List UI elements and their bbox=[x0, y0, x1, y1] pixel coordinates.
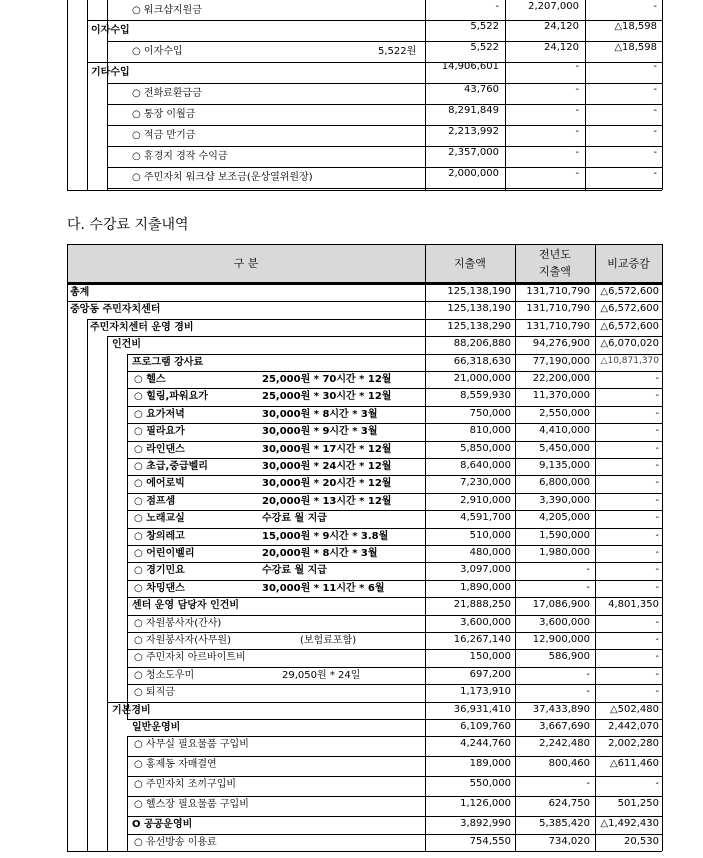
expense-row-prev: 1,590,000 bbox=[539, 529, 590, 541]
expense-row-diff: - bbox=[655, 616, 659, 628]
expense-row-label: ○ 경기민요 bbox=[134, 565, 185, 577]
expense-row-amount: 125,138,290 bbox=[447, 320, 511, 332]
income-row-label: ○ 전화료환급금 bbox=[132, 88, 202, 99]
table-rule bbox=[67, 244, 68, 851]
expense-row-diff: △611,460 bbox=[609, 758, 659, 770]
expense-row-amount: 5,850,000 bbox=[460, 442, 511, 454]
expense-row-diff: - bbox=[655, 407, 659, 419]
expense-row-label: 중앙동 주민자치센터 bbox=[70, 304, 161, 316]
expense-row-prev: 5,450,000 bbox=[539, 442, 590, 454]
income-row-diff: - bbox=[653, 126, 657, 137]
expense-row-amount: 7,230,000 bbox=[460, 477, 511, 489]
expense-row-prev: 17,086,900 bbox=[532, 599, 590, 611]
table-rule bbox=[67, 0, 68, 190]
expense-row-diff: - bbox=[655, 651, 659, 663]
expense-row-diff: 2,002,280 bbox=[608, 738, 659, 750]
expense-row-diff: - bbox=[655, 529, 659, 541]
expense-row-diff: - bbox=[655, 477, 659, 489]
income-row-amount: 43,760 bbox=[464, 84, 499, 95]
expense-row-amount: 21,888,250 bbox=[453, 599, 511, 611]
table-rule bbox=[87, 0, 88, 190]
expense-row-amount: 88,206,880 bbox=[453, 338, 511, 350]
expense-row-label: ○ 퇴직금 bbox=[134, 687, 175, 699]
expense-row-note: 25,000원 * 30시간 * 12월 bbox=[262, 391, 392, 403]
expense-row-label: ○ 청소도우미 bbox=[134, 669, 195, 681]
expense-row-prev: 5,385,420 bbox=[539, 818, 590, 830]
expense-row-amount: 125,138,190 bbox=[447, 303, 511, 315]
income-row-label: ○ 워크샵지원금 bbox=[132, 5, 202, 16]
expense-row-amount: 510,000 bbox=[469, 529, 511, 541]
income-row-diff: - bbox=[653, 105, 657, 116]
expense-row-note: 30,000원 * 9시간 * 3월 bbox=[262, 426, 378, 438]
table-rule bbox=[127, 354, 128, 719]
header-prev-line2: 지출액 bbox=[539, 265, 571, 278]
expense-row-label: ○ 유선방송 이용료 bbox=[134, 836, 217, 848]
header-amount: 지출액 bbox=[454, 257, 486, 270]
income-row-prev: - bbox=[575, 105, 579, 116]
table-rule bbox=[107, 336, 108, 851]
income-row-amount: 8,291,849 bbox=[448, 105, 499, 116]
expense-row-prev: 11,370,000 bbox=[532, 390, 590, 402]
expense-row-label: 프로그램 강사료 bbox=[132, 356, 204, 368]
income-row-amount: 2,213,992 bbox=[448, 126, 499, 137]
expense-row-note: 20,000원 * 8시간 * 3월 bbox=[262, 548, 378, 559]
expense-row-prev: 3,600,000 bbox=[539, 616, 590, 628]
income-row-label: ○ 통장 이월금 bbox=[132, 109, 196, 120]
expense-row-amount: 8,640,000 bbox=[460, 460, 511, 471]
expense-row-note: 30,000원 * 17시간 * 12월 bbox=[262, 443, 392, 455]
table-rule bbox=[87, 319, 88, 851]
expense-row-note: 15,000원 * 9시간 * 3.8월 bbox=[262, 530, 389, 542]
expense-row-diff: - bbox=[655, 547, 659, 558]
income-row-amount: 5,522 bbox=[470, 42, 499, 53]
expense-row-prev: - bbox=[586, 668, 590, 680]
income-row-prev: - bbox=[575, 61, 579, 72]
expense-row-note: 25,000원 * 70시간 * 12월 bbox=[262, 374, 392, 385]
expense-row-label: 주민자치센터 운영 경비 bbox=[90, 321, 194, 333]
expense-row-amount: 480,000 bbox=[469, 547, 511, 558]
expense-row-amount: 4,591,700 bbox=[460, 512, 511, 524]
expense-row-amount: 189,000 bbox=[469, 758, 511, 770]
expense-row-note: 30,000원 * 20시간 * 12월 bbox=[262, 478, 392, 490]
income-row-label: ○ 휴경지 경작 수익금 bbox=[132, 151, 228, 162]
expense-row-label: O 공공운영비 bbox=[132, 819, 193, 831]
header-category: 구 분 bbox=[233, 257, 259, 270]
expense-row-amount: 36,931,410 bbox=[453, 703, 511, 715]
table-rule bbox=[67, 851, 662, 852]
expense-row-amount: 3,097,000 bbox=[460, 564, 511, 576]
income-row-prev: - bbox=[575, 84, 579, 95]
expense-row-label: 기본경비 bbox=[112, 704, 151, 716]
expense-row-prev: 37,433,890 bbox=[532, 703, 590, 715]
expense-row-diff: - bbox=[655, 373, 659, 384]
expense-row-amount: 8,559,930 bbox=[460, 390, 511, 402]
expense-row-diff: - bbox=[655, 668, 659, 680]
expense-row-prev: 22,200,000 bbox=[532, 373, 590, 384]
expense-row-prev: 1,980,000 bbox=[539, 547, 590, 558]
income-row-prev: - bbox=[575, 147, 579, 158]
table-rule bbox=[67, 244, 662, 245]
expense-row-amount: 125,138,190 bbox=[447, 286, 511, 297]
income-row-diff: - bbox=[653, 147, 657, 158]
expense-row-prev: 131,710,790 bbox=[526, 320, 590, 332]
expense-row-amount: 697,200 bbox=[469, 668, 511, 680]
expense-row-amount: 21,000,000 bbox=[453, 373, 511, 384]
expense-row-note: 수강료 월 지급 bbox=[262, 513, 327, 525]
expense-row-label: 일반운영비 bbox=[132, 722, 181, 733]
expense-row-note: 30,000원 * 8시간 * 3월 bbox=[262, 408, 378, 420]
expense-row-prev: 77,190,000 bbox=[532, 355, 590, 367]
expense-row-label: 인건비 bbox=[112, 339, 141, 351]
expense-row-prev: 2,242,480 bbox=[539, 738, 590, 750]
expense-row-amount: 810,000 bbox=[469, 425, 511, 437]
expense-row-diff: 4,801,350 bbox=[608, 599, 659, 611]
income-row-prev: 24,120 bbox=[544, 42, 579, 53]
expense-row-diff: △1,492,430 bbox=[600, 818, 659, 830]
expense-row-amount: 16,267,140 bbox=[453, 634, 511, 645]
expense-row-label: 총계 bbox=[70, 287, 90, 298]
expense-row-diff: - bbox=[655, 442, 659, 454]
expense-row-amount: 150,000 bbox=[469, 651, 511, 663]
expense-row-diff: △502,480 bbox=[609, 703, 659, 715]
expense-row-prev: 3,390,000 bbox=[539, 494, 590, 506]
income-row-diff: - bbox=[653, 1, 657, 12]
expense-row-label: ○ 어린이벨리 bbox=[134, 548, 195, 559]
income-row-diff: - bbox=[653, 168, 657, 179]
expense-row-diff: - bbox=[655, 634, 659, 645]
income-row-amount: - bbox=[495, 1, 499, 12]
expense-row-note: 수강료 월 지급 bbox=[262, 565, 327, 577]
table-rule bbox=[107, 188, 662, 189]
income-row-prev: 2,207,000 bbox=[528, 1, 579, 12]
expense-row-prev: 9,135,000 bbox=[539, 460, 590, 471]
expense-row-prev: 94,276,900 bbox=[532, 338, 590, 350]
income-row-label: ○ 주민자치 워크샵 보조금(운상열위원장) bbox=[132, 172, 313, 183]
income-row-amount: 2,000,000 bbox=[448, 168, 499, 179]
income-row-prev: - bbox=[575, 168, 579, 179]
expense-row-label: ○ 창의레고 bbox=[134, 530, 185, 542]
expense-row-amount: 1,890,000 bbox=[460, 581, 511, 593]
expense-row-diff: △6,070,020 bbox=[600, 338, 659, 350]
table-rule bbox=[67, 190, 662, 191]
income-row-diff: - bbox=[653, 61, 657, 72]
income-row-amount: 2,357,000 bbox=[448, 147, 499, 158]
expense-row-label: ○ 요가저녁 bbox=[134, 408, 185, 420]
expense-row-amount: 750,000 bbox=[469, 407, 511, 419]
expense-row-label: ○ 라인댄스 bbox=[134, 443, 185, 455]
expense-row-label: ○ 홍제동 자매결연 bbox=[134, 759, 217, 771]
expense-row-label: ○ 헬스 bbox=[134, 374, 166, 385]
expense-row-label: ○ 힐링,파워요가 bbox=[134, 391, 208, 403]
income-row-label: ○ 적금 만기금 bbox=[132, 130, 196, 141]
expense-row-prev: 3,667,690 bbox=[539, 721, 590, 732]
expense-row-diff: 501,250 bbox=[617, 798, 659, 810]
expense-row-amount: 550,000 bbox=[469, 778, 511, 790]
expense-row-diff: - bbox=[655, 512, 659, 524]
expense-row-label: ○ 필라요가 bbox=[134, 426, 185, 438]
expense-row-prev: 800,460 bbox=[548, 758, 590, 770]
expense-row-amount: 2,910,000 bbox=[460, 494, 511, 506]
expense-row-label: ○ 주민자치 아르바이트비 bbox=[134, 652, 246, 664]
expense-row-label: ○ 노래교실 bbox=[134, 513, 185, 525]
expense-row-prev: - bbox=[586, 581, 590, 593]
income-row-label: 이자수입 bbox=[91, 25, 130, 36]
expense-row-diff: - bbox=[655, 686, 659, 698]
income-row-diff: △18,598 bbox=[614, 21, 657, 32]
expense-row-diff: - bbox=[655, 460, 659, 471]
expense-row-note: (보험료포함) bbox=[300, 635, 357, 646]
expense-row-label: 센터 운영 담당자 인건비 bbox=[132, 600, 240, 612]
income-row-amount: 14,906,601 bbox=[441, 61, 499, 72]
expense-row-label: ○ 자원봉사자(사무원) bbox=[134, 635, 231, 646]
expense-row-label: ○ 사무실 필요물품 구입비 bbox=[134, 739, 249, 751]
expense-row-amount: 3,892,990 bbox=[460, 818, 511, 830]
expense-row-note: 30,000원 * 11시간 * 6월 bbox=[262, 582, 385, 594]
expense-row-note: 29,050원 * 24일 bbox=[282, 669, 361, 681]
expense-row-label: ○ 차밍댄스 bbox=[134, 582, 185, 594]
income-row-prev: 24,120 bbox=[544, 21, 579, 32]
table-rule bbox=[662, 0, 663, 190]
expense-row-label: ○ 초급,중급벨리 bbox=[134, 461, 208, 472]
expense-row-diff: - bbox=[655, 494, 659, 506]
header-prev-line1: 전년도 bbox=[539, 248, 571, 261]
expense-row-note: 20,000원 * 13시간 * 12월 bbox=[262, 495, 392, 507]
expense-row-amount: 1,173,910 bbox=[460, 686, 511, 698]
expense-row-prev: - bbox=[586, 778, 590, 790]
table-rule bbox=[662, 244, 663, 851]
expense-row-diff: △6,572,600 bbox=[600, 320, 659, 332]
expense-row-amount: 1,126,000 bbox=[460, 798, 511, 810]
expense-row-label: ○ 주민자치 조끼구입비 bbox=[134, 779, 237, 791]
expense-row-label: ○ 점프셈 bbox=[134, 495, 176, 507]
income-row-diff: - bbox=[653, 84, 657, 95]
expense-row-prev: 131,710,790 bbox=[526, 286, 590, 297]
expense-row-prev: 131,710,790 bbox=[526, 303, 590, 315]
expense-row-prev: - bbox=[586, 564, 590, 576]
income-row-amount: 5,522 bbox=[470, 21, 499, 32]
expense-row-diff: - bbox=[655, 581, 659, 593]
expense-row-diff: 20,530 bbox=[624, 835, 659, 847]
expense-row-amount: 66,318,630 bbox=[453, 355, 511, 367]
expense-row-amount: 754,550 bbox=[469, 835, 511, 847]
expense-row-note: 30,000원 * 24시간 * 12월 bbox=[262, 461, 392, 472]
header-diff: 비교증감 bbox=[607, 257, 650, 270]
expense-row-diff: △6,572,600 bbox=[600, 286, 659, 297]
expense-row-diff: △10,871,370 bbox=[600, 355, 659, 366]
expense-row-prev: 12,900,000 bbox=[532, 634, 590, 645]
expense-row-prev: 4,410,000 bbox=[539, 425, 590, 437]
section-title: 다. 수강료 지출내역 bbox=[67, 217, 189, 233]
expense-row-prev: 734,020 bbox=[548, 835, 590, 847]
expense-row-amount: 4,244,760 bbox=[460, 738, 511, 750]
expense-row-prev: - bbox=[586, 686, 590, 698]
expense-row-diff: - bbox=[655, 425, 659, 437]
expense-row-amount: 3,600,000 bbox=[460, 616, 511, 628]
income-row-diff: △18,598 bbox=[614, 42, 657, 53]
expense-row-diff: △6,572,600 bbox=[600, 303, 659, 315]
expense-row-prev: 624,750 bbox=[548, 798, 590, 810]
income-row-prev: - bbox=[575, 126, 579, 137]
expense-row-diff: - bbox=[655, 564, 659, 576]
expense-row-label: ○ 자원봉사자(간사) bbox=[134, 617, 222, 629]
income-row-note: 5,522원 bbox=[378, 46, 417, 57]
expense-row-label: ○ 에어로빅 bbox=[134, 478, 185, 490]
expense-row-label: ○ 헬스장 필요물품 구입비 bbox=[134, 799, 249, 811]
expense-row-prev: 6,800,000 bbox=[539, 477, 590, 489]
expense-row-amount: 6,109,760 bbox=[460, 721, 511, 732]
expense-row-prev: 4,205,000 bbox=[539, 512, 590, 524]
income-row-label: 기타수입 bbox=[91, 67, 130, 78]
expense-row-diff: - bbox=[655, 390, 659, 402]
expense-row-diff: - bbox=[655, 778, 659, 790]
expense-row-diff: 2,442,070 bbox=[608, 721, 659, 732]
expense-row-prev: 586,900 bbox=[548, 651, 590, 663]
income-row-label: ○ 이자수입 bbox=[132, 46, 183, 57]
expense-row-prev: 2,550,000 bbox=[539, 407, 590, 419]
